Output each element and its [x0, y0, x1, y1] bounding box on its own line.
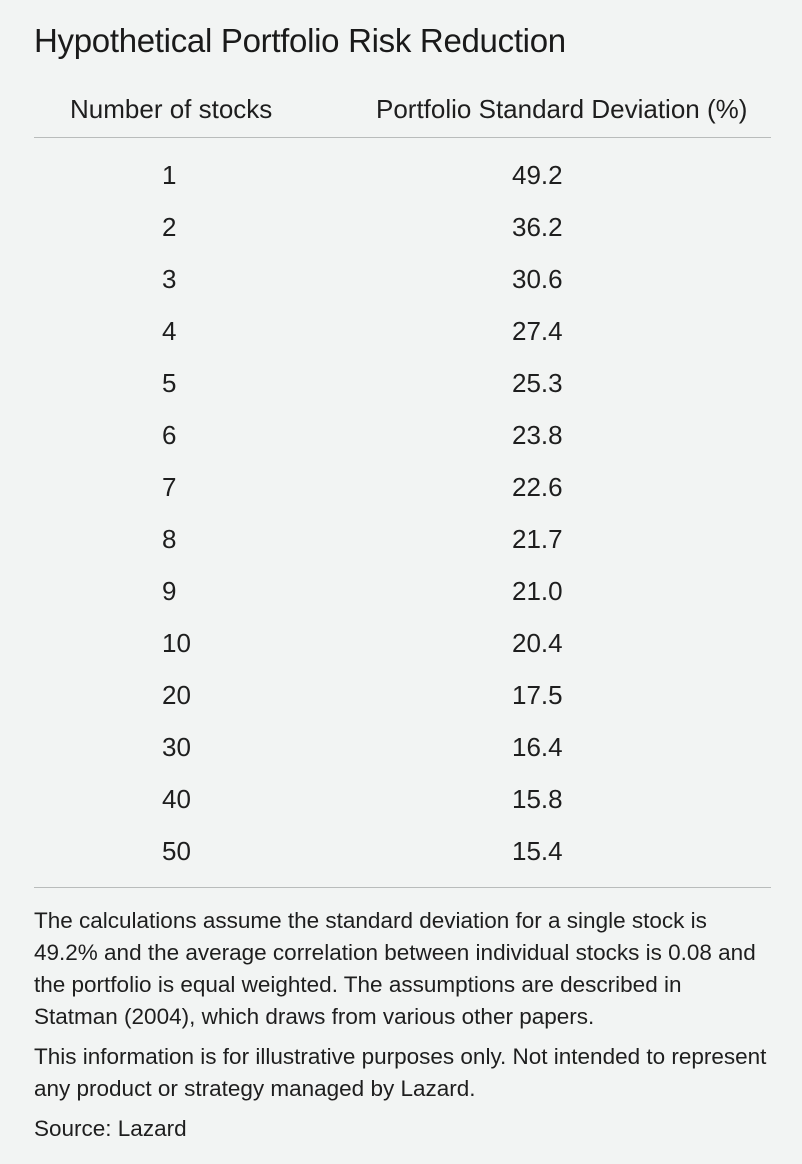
- cell-number-of-stocks: 1: [162, 159, 177, 190]
- table-row: [34, 825, 771, 888]
- cell-number-of-stocks: 4: [162, 315, 177, 346]
- cell-number-of-stocks: 7: [162, 471, 177, 502]
- disclaimer-note: This information is for illustrative purposes only. Not intended to represent any product or strategy managed by Lazard.: [34, 1044, 767, 1101]
- table-header-row: [34, 82, 771, 138]
- cell-portfolio-sd: 36.2: [512, 211, 563, 242]
- cell-portfolio-sd: 21.7: [512, 523, 563, 554]
- table-body: [34, 138, 771, 888]
- table-row: [34, 773, 771, 825]
- table-row: [34, 513, 771, 565]
- cell-number-of-stocks: 5: [162, 367, 177, 398]
- table-row: [34, 669, 771, 721]
- cell-number-of-stocks: 20: [162, 679, 191, 710]
- cell-portfolio-sd: 16.4: [512, 731, 563, 762]
- cell-portfolio-sd: 23.8: [512, 419, 563, 450]
- column-header-number-of-stocks: Number of stocks: [34, 82, 340, 138]
- column-header-portfolio-sd: Portfolio Standard Deviation (%): [340, 82, 771, 138]
- table-row: [34, 253, 771, 305]
- cell-number-of-stocks: 6: [162, 419, 177, 450]
- cell-portfolio-sd: 30.6: [512, 263, 563, 294]
- table-row: [34, 138, 771, 202]
- cell-number-of-stocks: 30: [162, 731, 191, 762]
- data-table: [34, 82, 771, 888]
- cell-portfolio-sd: 49.2: [512, 159, 563, 190]
- assumptions-note: The calculations assume the standard deviation for a single stock is 49.2% and the average correlation between individual stocks is 0.08 and the portfolio is equal weighted. The assumptions are described in Statman (2004), which draws from various other papers.: [34, 908, 756, 1029]
- table-row: [34, 565, 771, 617]
- cell-portfolio-sd: 25.3: [512, 367, 563, 398]
- cell-number-of-stocks: 3: [162, 263, 177, 294]
- cell-portfolio-sd: 22.6: [512, 471, 563, 502]
- cell-portfolio-sd: 20.4: [512, 627, 563, 658]
- cell-number-of-stocks: 9: [162, 575, 177, 606]
- cell-portfolio-sd: 21.0: [512, 575, 563, 606]
- cell-number-of-stocks: 10: [162, 627, 191, 658]
- footnotes: [34, 905, 771, 1153]
- source-note: Source: Lazard: [34, 1116, 187, 1141]
- table-row: [34, 721, 771, 773]
- cell-portfolio-sd: 15.8: [512, 783, 563, 814]
- table-row: [34, 201, 771, 253]
- cell-portfolio-sd: 15.4: [340, 825, 771, 888]
- cell-number-of-stocks: 2: [162, 211, 177, 242]
- table-row: [34, 461, 771, 513]
- cell-number-of-stocks: 8: [162, 523, 177, 554]
- table-row: [34, 357, 771, 409]
- table-row: [34, 409, 771, 461]
- chart-title: Hypothetical Portfolio Risk Reduction: [34, 22, 566, 59]
- cell-portfolio-sd: 17.5: [512, 679, 563, 710]
- table-row: [34, 617, 771, 669]
- cell-number-of-stocks: 40: [162, 783, 191, 814]
- cell-number-of-stocks: 50: [34, 825, 340, 888]
- table-row: [34, 305, 771, 357]
- cell-portfolio-sd: 27.4: [512, 315, 563, 346]
